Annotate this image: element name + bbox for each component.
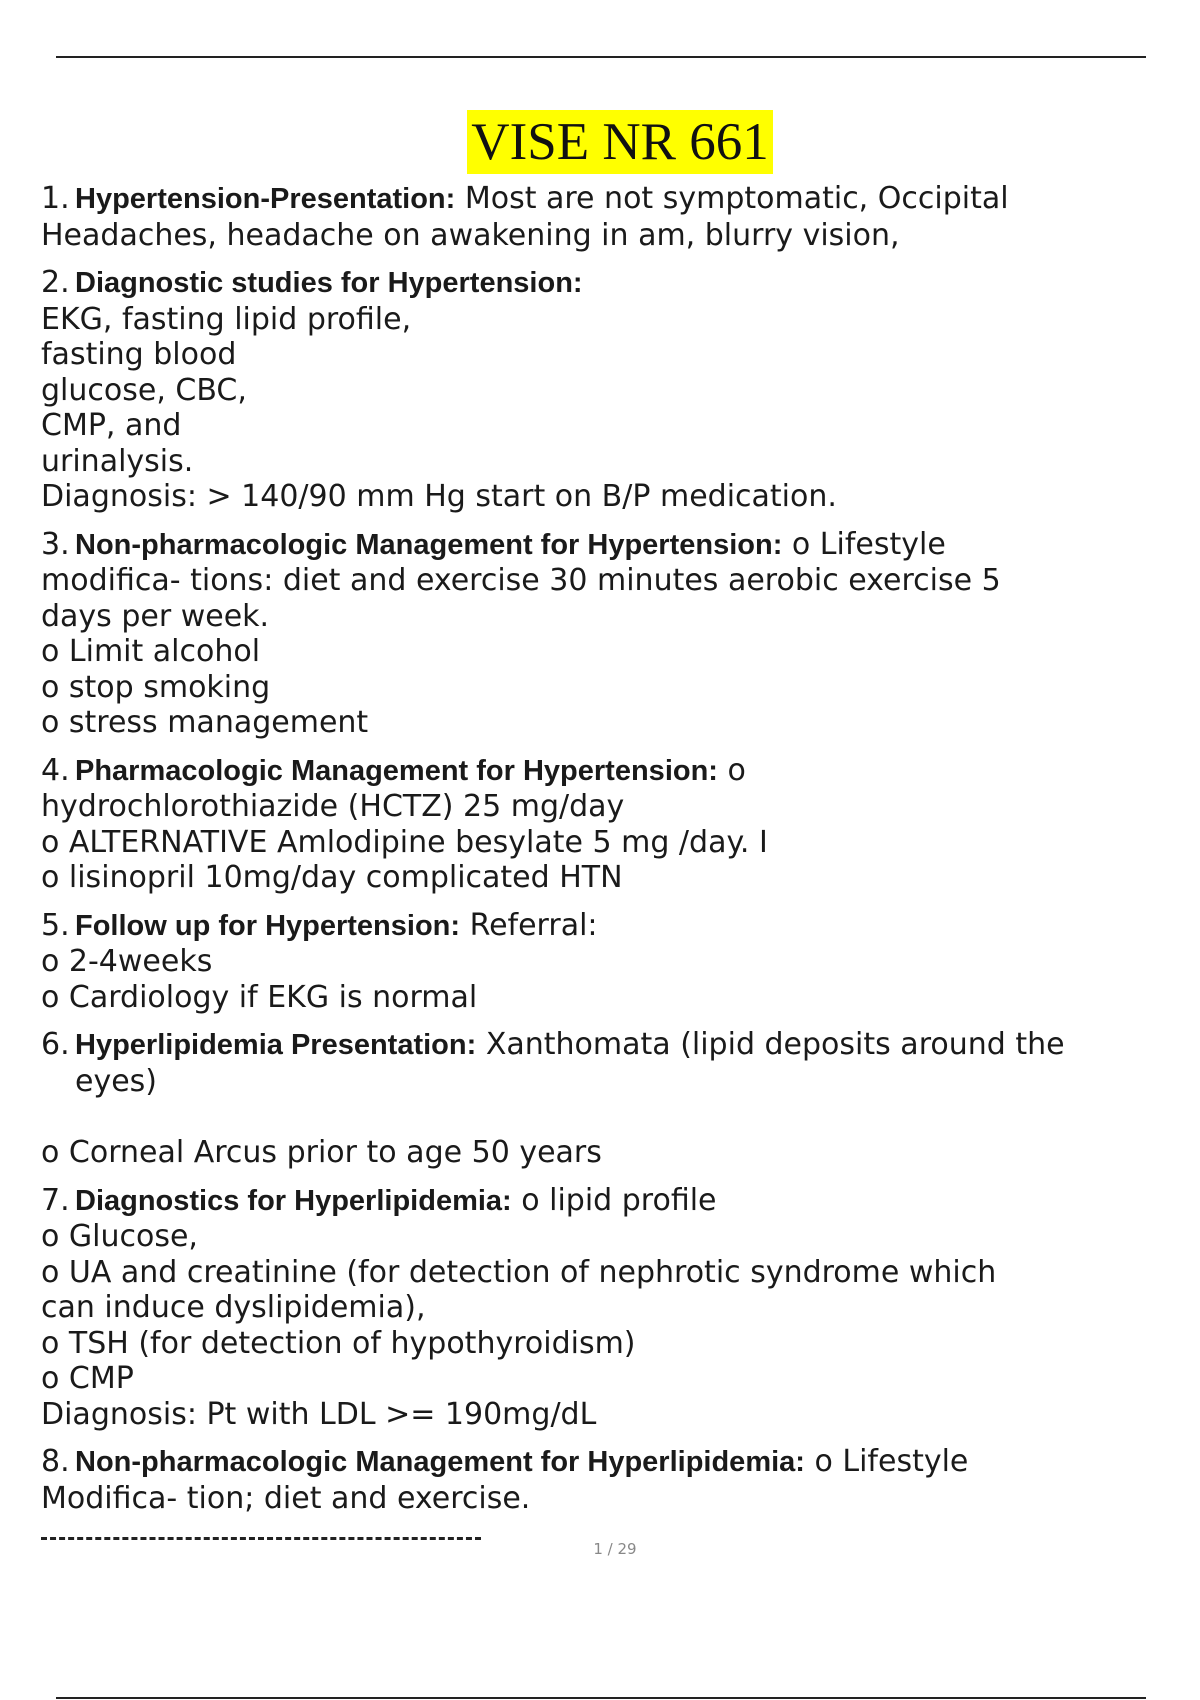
item-number: 5. [41, 907, 70, 943]
item-line: o 2-4weeks [41, 944, 213, 979]
item-line: EKG, fasting lipid profile, [41, 301, 412, 337]
item-line: o CMP [41, 1361, 134, 1396]
note-item [41, 1444, 1161, 1516]
item-number: 4. [41, 752, 70, 788]
item-heading: Non-pharmacologic Management for Hyperlipidemia: [75, 1446, 805, 1478]
item-number: 3. [41, 526, 70, 562]
document-title: VISE NR 661 [467, 110, 772, 174]
item-line: o UA and creatinine (for detection of nephrotic syndrome which [41, 1254, 997, 1290]
item-number: 8. [41, 1444, 70, 1479]
spacer [41, 1099, 1161, 1135]
item-line: Modifica- tion; diet and exercise. [41, 1480, 531, 1516]
page-number: 1 / 29 [593, 1540, 637, 1558]
item-line: modifica- tions: diet and exercise 30 minutes aerobic exercise 5 [41, 563, 1001, 598]
item-text: Most are not symptomatic, Occipital [455, 181, 1009, 216]
note-item [41, 527, 1161, 741]
item-line: o Limit alcohol [41, 634, 261, 669]
dashed-separator [41, 1537, 481, 1540]
item-heading: Hypertension-Presentation: [75, 183, 456, 215]
top-rule [56, 56, 1146, 58]
item-text: Referral: [460, 907, 598, 943]
item-text: Xanthomata (lipid deposits around the [476, 1027, 1065, 1062]
item-number: 1. [41, 181, 70, 216]
item-line: urinalysis. [41, 443, 194, 479]
item-text: o Lifestyle [804, 1444, 969, 1479]
item-heading: Diagnostics for Hyperlipidemia: [75, 1184, 512, 1217]
item-text: o [717, 752, 746, 788]
item-text: o Lifestyle [782, 526, 946, 562]
title-block [0, 110, 1200, 174]
note-item [41, 753, 1161, 896]
item-line: glucose, CBC, [41, 372, 247, 408]
item-line: Headaches, headache on awakening in am, blurry vision, [41, 217, 900, 253]
item-heading: Pharmacologic Management for Hypertension: [75, 754, 718, 787]
item-heading: Hyperlipidemia Presentation: [75, 1029, 477, 1061]
item-number: 6. [41, 1027, 70, 1062]
item-line: Diagnosis: Pt with LDL >= 190mg/dL [41, 1396, 597, 1432]
item-line: eyes) [75, 1063, 158, 1099]
note-item [41, 908, 1161, 1016]
note-item [41, 265, 1161, 515]
item-line: o stress management [41, 705, 369, 740]
item-line: o stop smoking [41, 669, 271, 705]
notes-list [41, 181, 1161, 1528]
item-line: o TSH (for detection of hypothyroidism) [41, 1325, 636, 1361]
item-line: o lisinopril 10mg/day complicated HTN [41, 860, 623, 895]
item-line: Diagnosis: > 140/90 mm Hg start on B/P medication. [41, 479, 837, 514]
item-line: can induce dyslipidemia), [41, 1290, 426, 1325]
note-item [41, 1183, 1161, 1433]
item-text: o lipid profile [511, 1182, 717, 1218]
item-number: 2. [41, 265, 70, 300]
item-line: CMP, and [41, 408, 182, 443]
item-heading: Diagnostic studies for Hypertension: [75, 267, 583, 299]
item-number: 7. [41, 1182, 70, 1218]
item-heading: Follow up for Hypertension: [75, 909, 461, 942]
note-item [41, 1027, 1161, 1171]
note-item [41, 181, 1161, 253]
item-line: o Corneal Arcus prior to age 50 years [41, 1135, 602, 1170]
item-line: days per week. [41, 598, 270, 634]
item-line: fasting blood [41, 337, 237, 372]
item-line: o ALTERNATIVE Amlodipine besylate 5 mg /day. I [41, 824, 768, 860]
item-line: o Glucose, [41, 1219, 198, 1254]
item-line: o Cardiology if EKG is normal [41, 979, 478, 1015]
item-heading: Non-pharmacologic Management for Hypertension: [75, 528, 783, 561]
item-line: hydrochlorothiazide (HCTZ) 25 mg/day [41, 789, 625, 824]
bottom-rule [56, 1697, 1146, 1699]
